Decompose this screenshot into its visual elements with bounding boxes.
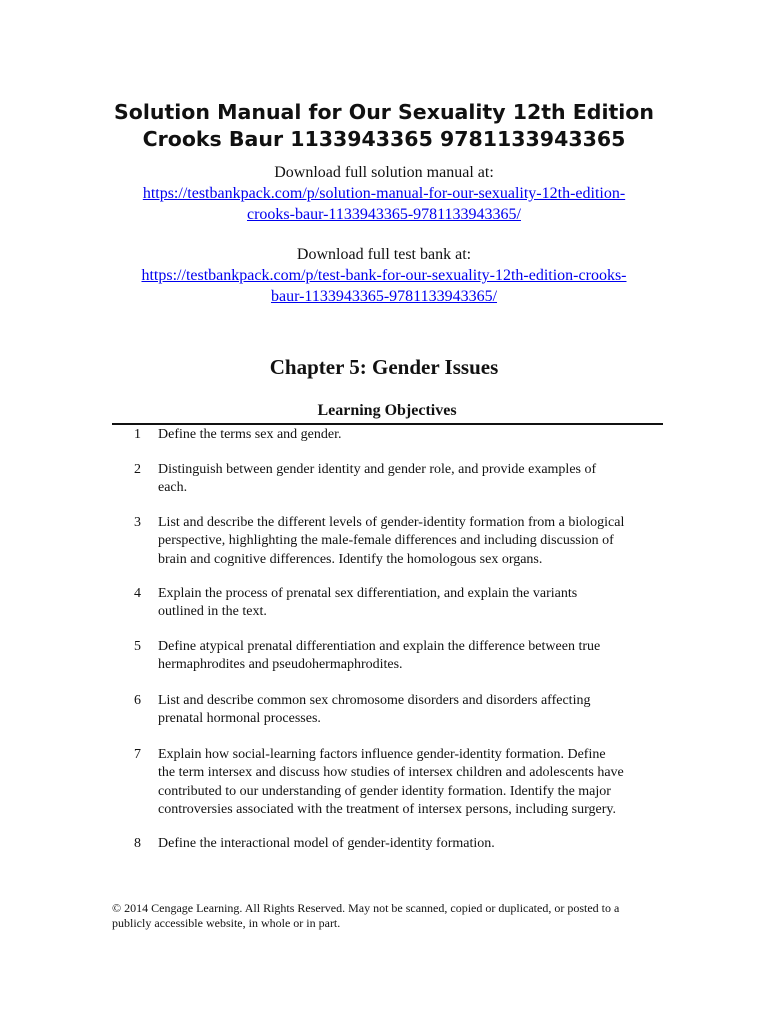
objective-line: List and describe the different levels of gender-identity formation from a biological — [158, 515, 625, 530]
objective-number: 5 — [134, 639, 141, 654]
objective-line: Explain how social-learning factors influence gender-identity formation. Define — [158, 747, 606, 762]
objective-line: controversies associated with the treatment of intersex persons, including surgery. — [158, 801, 616, 817]
download-label: Download full test bank at: — [296, 246, 472, 263]
title-line: Crooks Baur 1133943365 9781133943365 — [142, 127, 626, 151]
objective-number: 3 — [134, 515, 141, 530]
objective-number: 2 — [134, 462, 141, 477]
chapter-title: Chapter 5: Gender Issues — [269, 355, 499, 379]
solution-manual-download — [0, 162, 768, 225]
objective-line: contributed to our understanding of gender identity formation. Identify the major — [158, 783, 611, 799]
download-label: Download full solution manual at: — [274, 164, 494, 181]
objective-number: 4 — [134, 586, 141, 601]
objective-text — [158, 835, 668, 853]
footer-line: publicly accessible website, in whole or in part. — [112, 916, 341, 930]
objective-text — [158, 692, 668, 729]
objective-line: List and describe common sex chromosome disorders and disorders affecting — [158, 693, 591, 708]
objective-number: 1 — [134, 427, 141, 442]
objective-line: prenatal hormonal processes. — [158, 711, 321, 727]
solution-manual-link[interactable]: crooks-baur-1133943365-9781133943365/ — [246, 206, 521, 223]
title-line: Solution Manual for Our Sexuality 12th Edition — [114, 100, 654, 124]
document-title — [0, 99, 768, 153]
test-bank-link[interactable]: baur-1133943365-9781133943365/ — [270, 288, 498, 305]
objective-text — [158, 638, 668, 675]
learning-objectives-heading: Learning Objectives — [317, 402, 457, 419]
objective-text — [158, 585, 668, 622]
objective-text — [158, 746, 668, 819]
objective-line: the term intersex and discuss how studies of intersex children and adolescents have — [158, 765, 624, 781]
copyright-footer — [112, 901, 672, 931]
objective-line: Distinguish between gender identity and gender role, and provide examples of — [158, 462, 597, 477]
solution-manual-link[interactable]: https://testbankpack.com/p/solution-manual-for-our-sexuality-12th-edition- — [142, 185, 626, 202]
footer-line: © 2014 Cengage Learning. All Rights Reserved. May not be scanned, copied or duplicated, or posted to a — [112, 901, 620, 915]
objective-line: each. — [158, 480, 188, 496]
objective-text — [158, 426, 668, 444]
objective-line: Define atypical prenatal differentiation and explain the difference between true — [158, 639, 601, 654]
test-bank-download — [0, 244, 768, 307]
objective-number: 7 — [134, 747, 141, 762]
test-bank-link[interactable]: https://testbankpack.com/p/test-bank-for-our-sexuality-12th-edition-crooks- — [141, 267, 627, 284]
objective-line: outlined in the text. — [158, 604, 267, 620]
objective-text — [158, 514, 668, 569]
objective-line: hermaphrodites and pseudohermaphrodites. — [158, 657, 403, 673]
objective-text — [158, 461, 668, 498]
objective-line: Explain the process of prenatal sex differentiation, and explain the variants — [158, 586, 578, 601]
objective-line: Define the interactional model of gender-identity formation. — [158, 836, 495, 851]
objective-number: 6 — [134, 693, 141, 708]
objective-line: Define the terms sex and gender. — [158, 427, 342, 442]
objective-line: brain and cognitive differences. Identify the homologous sex organs. — [158, 551, 543, 567]
heading-divider — [112, 423, 663, 425]
objective-number: 8 — [134, 836, 141, 851]
objective-line: perspective, highlighting the male-female differences and including discussion of — [158, 533, 614, 549]
